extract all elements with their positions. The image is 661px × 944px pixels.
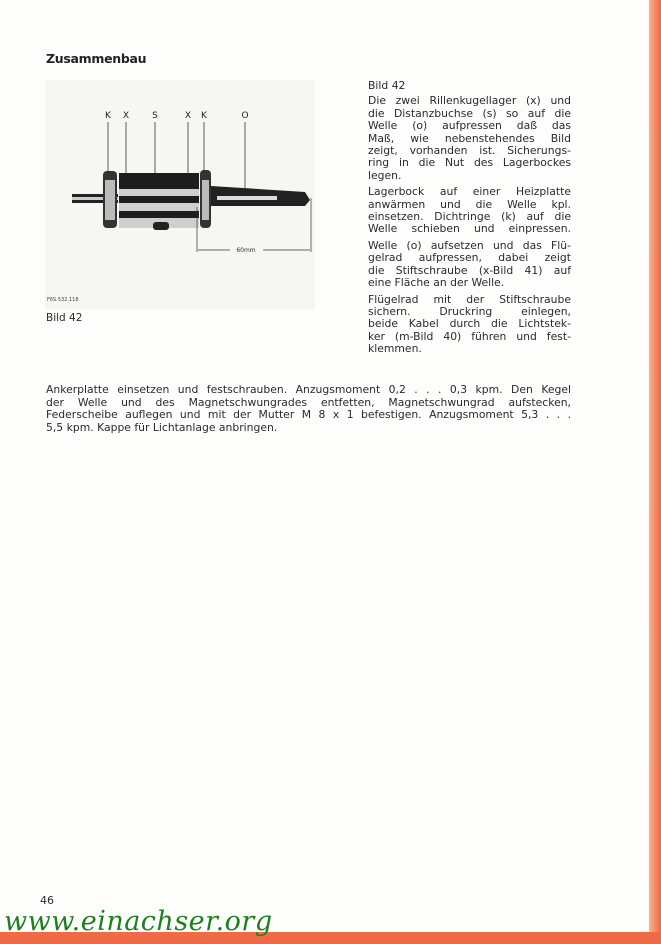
page-number: 46: [40, 894, 54, 907]
label-k-right: K: [201, 111, 207, 121]
text-line: ker (m-Bild 40) führen und fest-: [368, 329, 571, 343]
text-line: Ankerplatte einsetzen und festschrauben. Anzugsmoment 0,2 . . . 0,3 kpm. Den Kegel: [46, 383, 571, 396]
paragraph-1: [368, 95, 571, 182]
right-column-caption: Bild 42: [368, 79, 406, 92]
bottom-paragraph: [46, 384, 571, 434]
figure-code: F6S 532.118: [47, 297, 79, 303]
watermark: www.einachser.org: [4, 906, 273, 937]
text-line: Federscheibe auflegen und mit der Mutter M 8 x 1 befestigen. Anzugsmoment 5,3 . . .: [46, 408, 571, 422]
text-line: anwärmen und die Welle kpl.: [368, 197, 571, 211]
text-line: Welle (o) aufpressen daß das: [368, 119, 571, 133]
text-line: die Stiftschraube (x-Bild 41) auf: [368, 263, 571, 277]
text-line: legen.: [368, 168, 402, 182]
label-o: O: [241, 111, 249, 121]
text-line: beide Kabel durch die Lichtstek-: [368, 317, 571, 331]
label-x-left: X: [122, 111, 130, 121]
figure-caption: Bild 42: [46, 312, 83, 324]
label-x-right: X: [184, 111, 192, 121]
text-line: gelrad aufpressen, dabei zeigt: [368, 251, 571, 265]
text-line: einsetzen. Dichtringe (k) auf die: [368, 210, 571, 224]
paragraph-4: [368, 294, 571, 356]
page-edge-right: [649, 0, 661, 944]
text-line: eine Fläche an der Welle.: [368, 276, 505, 290]
paragraph-3: [368, 240, 571, 290]
text-line: Maß, wie nebenstehendes Bild: [368, 131, 571, 145]
section-heading: Zusammenbau: [46, 51, 147, 66]
text-line: zeigt, vorhanden ist. Sicherungs-: [368, 144, 571, 158]
label-s: S: [152, 111, 158, 121]
text-line: Lagerbock auf einer Heizplatte: [368, 185, 571, 199]
text-line: der Welle und des Magnetschwungrades entfetten, Magnetschwungrad aufstecken,: [46, 395, 571, 409]
text-line: klemmen.: [368, 342, 422, 356]
text-line: Die zwei Rillenkugellager (x) und: [368, 94, 571, 108]
figure-shaft-assembly: [45, 80, 315, 310]
right-column-text: [368, 80, 571, 360]
paragraph-2: [368, 186, 571, 236]
dimension-label: 60mm: [236, 247, 256, 254]
text-line: Flügelrad mit der Stiftschraube: [368, 292, 571, 306]
text-line: Welle (o) aufsetzen und das Flü-: [368, 238, 571, 252]
label-k-left: K: [105, 111, 111, 121]
text-line: 5,5 kpm. Kappe für Lichtanlage anbringen.: [46, 420, 278, 434]
text-line: Welle schieben und einpressen.: [368, 222, 571, 236]
text-line: ring in die Nut des Lagerbockes: [368, 156, 571, 170]
text-line: die Distanzbuchse (s) so auf die: [368, 106, 571, 120]
text-line: sichern. Druckring einlegen,: [368, 304, 571, 318]
